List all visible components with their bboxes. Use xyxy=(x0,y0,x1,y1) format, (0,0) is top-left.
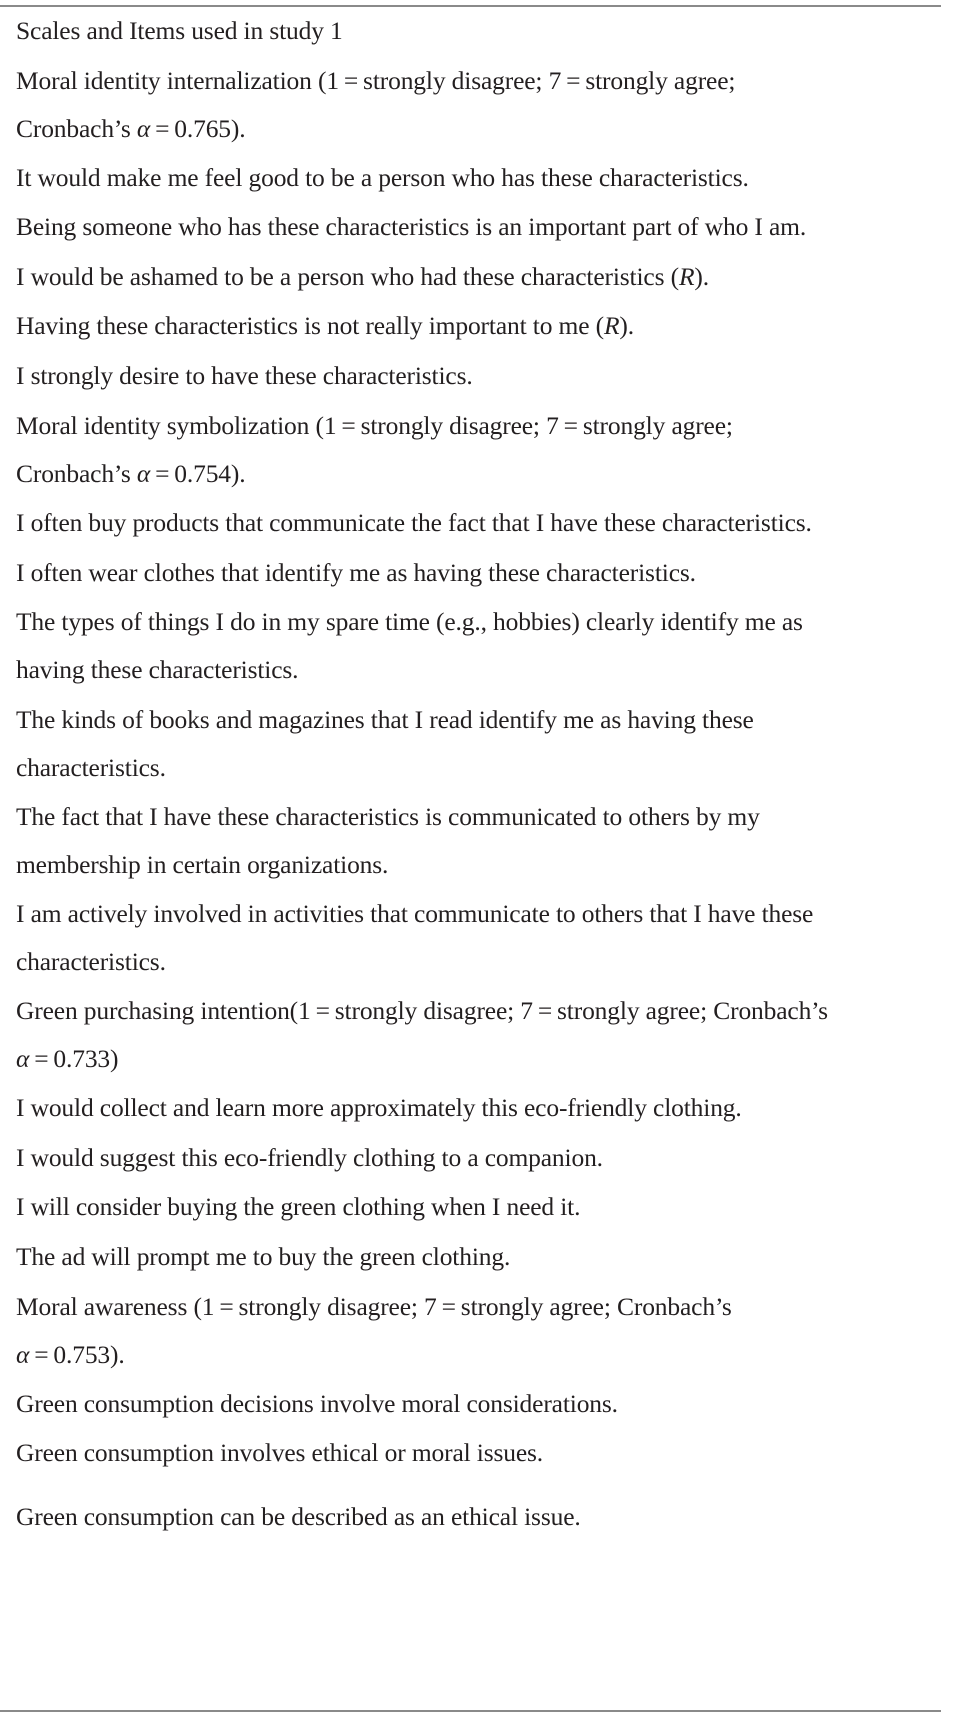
item-symbolization-3: The types of things I do in my spare time (e.g., hobbies) clearly identify me as xyxy=(16,607,803,636)
item-green-purchasing-2: I would suggest this eco-friendly clothing to a companion. xyxy=(16,1143,603,1172)
item-symbolization-5-cont: membership in certain organizations. xyxy=(16,850,389,879)
item-symbolization-6: I am actively involved in activities that communicate to others that I have these xyxy=(16,899,814,928)
section-heading-moral-awareness: Moral awareness (1 = strongly disagree; 7 = strongly agree; Cronbach’s xyxy=(16,1292,732,1321)
item-symbolization-2: I often wear clothes that identify me as having these characteristics. xyxy=(16,558,696,587)
table-top-rule xyxy=(0,5,941,7)
item-green-purchasing-3: I will consider buying the green clothing when I need it. xyxy=(16,1192,581,1221)
section-heading-symbolization: Moral identity symbolization (1 = strongly disagree; 7 = strongly agree; xyxy=(16,411,733,440)
item-internalization-3: I would be ashamed to be a person who had these characteristics (R). xyxy=(16,262,709,291)
item-moral-awareness-3: Green consumption can be described as an ethical issue. xyxy=(16,1502,581,1531)
item-symbolization-1: I often buy products that communicate the fact that I have these characteristics. xyxy=(16,508,812,537)
section-heading-green-purchasing-cont: α = 0.733) xyxy=(16,1044,119,1073)
item-moral-awareness-1: Green consumption decisions involve moral considerations. xyxy=(16,1389,618,1418)
section-heading-internalization: Moral identity internalization (1 = strongly disagree; 7 = strongly agree; xyxy=(16,66,736,95)
item-moral-awareness-2: Green consumption involves ethical or moral issues. xyxy=(16,1438,544,1467)
item-symbolization-3-cont: having these characteristics. xyxy=(16,655,299,684)
item-symbolization-6-cont: characteristics. xyxy=(16,947,166,976)
item-internalization-1: It would make me feel good to be a person who has these characteristics. xyxy=(16,163,749,192)
item-symbolization-4-cont: characteristics. xyxy=(16,753,166,782)
item-symbolization-5: The fact that I have these characteristics is communicated to others by my xyxy=(16,802,760,831)
section-heading-internalization-cont: Cronbach’s α = 0.765). xyxy=(16,114,246,143)
item-symbolization-4: The kinds of books and magazines that I read identify me as having these xyxy=(16,705,754,734)
section-heading-moral-awareness-cont: α = 0.753). xyxy=(16,1340,125,1369)
item-green-purchasing-1: I would collect and learn more approximately this eco-friendly clothing. xyxy=(16,1093,742,1122)
section-heading-green-purchasing: Green purchasing intention(1 = strongly disagree; 7 = strongly agree; Cronbach’s xyxy=(16,996,828,1025)
item-green-purchasing-4: The ad will prompt me to buy the green clothing. xyxy=(16,1242,511,1271)
table-bottom-rule xyxy=(0,1710,941,1712)
item-internalization-5: I strongly desire to have these characteristics. xyxy=(16,361,473,390)
item-internalization-2: Being someone who has these characteristics is an important part of who I am. xyxy=(16,212,807,241)
section-heading-symbolization-cont: Cronbach’s α = 0.754). xyxy=(16,459,246,488)
item-internalization-4: Having these characteristics is not really important to me (R). xyxy=(16,311,634,340)
table-title: Scales and Items used in study 1 xyxy=(16,16,343,45)
